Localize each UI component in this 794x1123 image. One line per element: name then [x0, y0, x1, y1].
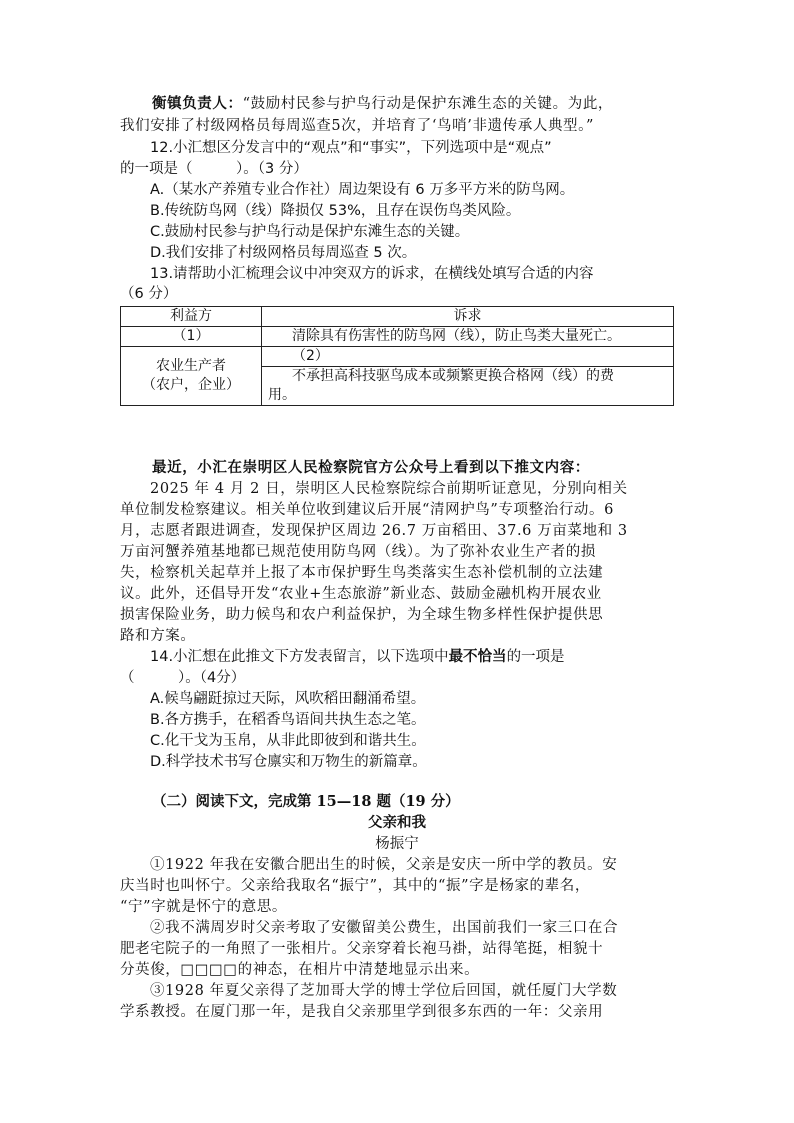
tweet-intro: 最近，小汇在崇明区人民检察院官方公众号上看到以下推文内容：	[152, 459, 590, 476]
row2-demand-blank: （2）	[262, 347, 674, 367]
q13-stem-line-2: （6 分）	[120, 286, 178, 302]
q14-option-a: A.候鸟翩跹掠过天际，风吹稻田翻涌希望。	[150, 691, 426, 707]
q14-stem-pre: 14.小汇想在此推文下方发表留言，以下选项中	[150, 649, 449, 665]
article-line-5: 肥老宅院子的一角照了一张相片。父亲穿着长袍马褂，站得笔挺，相貌十	[120, 941, 604, 957]
tweet-line-5: 失，检察机关起草并上报了本市保护野生鸟类落实生态补偿机制的立法建	[120, 565, 604, 581]
tweet-line-6: 议。此外，还倡导开发“农业+生态旅游”新业态、鼓励金融机构开展农业	[120, 586, 602, 602]
speaker-statement-line-1	[152, 94, 613, 114]
reading-heading: （二）阅读下文，完成第 15—18 题（19 分）	[152, 793, 460, 810]
row2-demand-line-1: 不承担高科技驱鸟成本或频繁更换合格网（线）的费	[292, 368, 614, 384]
article-line-7: ③1928 年夏父亲得了芝加哥大学的博士学位后回国，就任厦门大学数	[150, 983, 618, 999]
tweet-line-8: 路和方案。	[120, 628, 196, 644]
row2-party-line-1: 农业生产者	[156, 358, 226, 374]
row2-party-line-2: （农户，企业）	[142, 377, 240, 393]
q14-stem-post: 的一项是	[506, 649, 565, 665]
q12-option-d: D.我们安排了村级网格员每周巡查 5 次。	[150, 245, 417, 261]
q12-stem-line-2: 的一项是（ ）。（3 分）	[120, 161, 308, 177]
q14-option-d: D.科学技术书写仓廪实和万物生的新篇章。	[150, 754, 427, 770]
speaker-name: 衡镇负责人：	[152, 95, 243, 112]
article-line-2: 庆当时也叫怀宁。父亲给我取名“振宁”，其中的“振”字是杨家的辈名，	[120, 878, 590, 894]
article-line-4: ②我不满周岁时父亲考取了安徽留美公费生，出国前我们一家三口在合	[150, 920, 619, 936]
article-title: 父亲和我	[368, 815, 426, 831]
table-header-row	[121, 307, 674, 327]
tweet-line-1: 2025 年 4 月 2 日，崇明区人民检察院综合前期听证意见，分别向相关	[150, 481, 628, 497]
q12-option-b: B.传统防鸟网（线）降损仅 53%，且存在误伤鸟类风险。	[150, 203, 521, 219]
article-author: 杨振宁	[375, 836, 419, 852]
tweet-line-3: 月，志愿者跟进调查，发现保护区周边 26.7 万亩稻田、37.6 万亩菜地和 3	[120, 523, 628, 539]
q13-stem-line-1: 13.请帮助小汇梳理会议中冲突双方的诉求，在横线处填写合适的内容	[150, 266, 594, 282]
q12-option-c: C.鼓励村民参与护鸟行动是保护东滩生态的关键。	[150, 224, 470, 240]
article-line-3: “宁”字就是怀宁的意思。	[120, 899, 288, 915]
article-line-1: ①1922 年我在安徽合肥出生的时候，父亲是安庆一所中学的教员。安	[150, 857, 618, 873]
q14-option-c: C.化干戈为玉帛，从非此即彼到和谐共生。	[150, 733, 426, 749]
tweet-line-2: 单位制发检察建议。相关单位收到建议后开展“清网护鸟”专项整治行动。6	[120, 502, 614, 518]
q12-option-a: A.（某水产养殖专业合作社）周边架设有 6 万多平方米的防鸟网。	[150, 182, 575, 198]
statement-text-1: “鼓励村民参与护鸟行动是保护东滩生态的关键。为此，	[242, 96, 614, 112]
row2-demand	[262, 367, 674, 406]
tweet-line-4: 万亩河蟹养殖基地都已规范使用防鸟网（线）。为了弥补农业生产者的损	[120, 544, 596, 560]
q12-stem-line-1: 12.小汇想区分发言中的“观点”和“事实”，下列选项中是“观点”	[150, 140, 552, 156]
row1-demand: 清除具有伤害性的防鸟网（线），防止鸟类大量死亡。	[262, 327, 674, 347]
table-row	[121, 347, 674, 367]
header-demand: 诉求	[262, 307, 674, 327]
speaker-statement-line-2: 我们安排了村级网格员每周巡查5次，并培育了‘鸟哨’非遗传承人典型。”	[120, 118, 595, 134]
tweet-line-7: 损害保险业务，助力候鸟和农户利益保护，为全球生物多样性保护提供思	[120, 607, 604, 623]
q14-stem-line-1	[150, 647, 565, 667]
table-row	[121, 327, 674, 347]
q14-stem-emphasis: 最不恰当	[448, 649, 507, 665]
conflict-table	[120, 306, 674, 406]
row2-party	[121, 347, 262, 406]
row2-demand-line-2: 用。	[268, 387, 296, 403]
article-line-8: 学系教授。在厦门那一年，是我自父亲那里学到很多东西的一年：父亲用	[120, 1004, 604, 1020]
q14-stem-line-2: （ ）。（4分）	[120, 670, 246, 686]
row1-party-blank: （1）	[121, 327, 262, 347]
q14-option-b: B.各方携手，在稻香鸟语间共执生态之笔。	[150, 712, 426, 728]
article-line-6: 分英俊，□□□□的神态，在相片中清楚地显示出来。	[120, 962, 480, 978]
header-party: 利益方	[121, 307, 262, 327]
